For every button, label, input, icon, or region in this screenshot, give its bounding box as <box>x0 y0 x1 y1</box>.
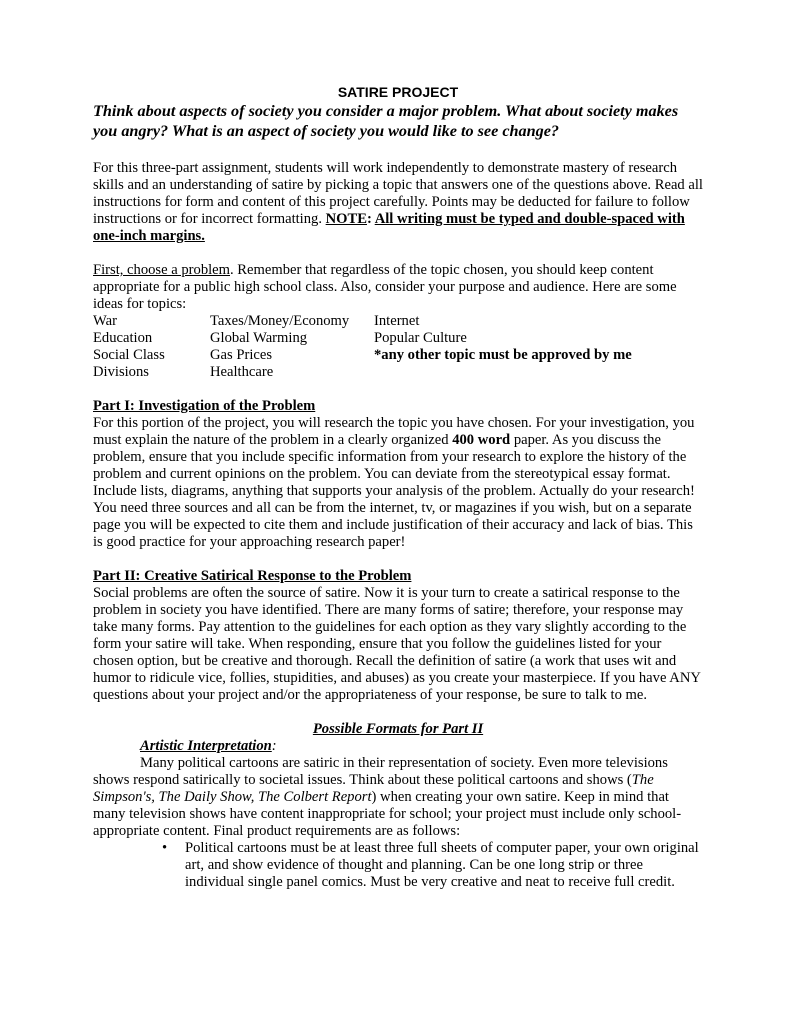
artistic-text-b: ) when creating your own satire. Keep in mind that many television shows have content inappropriate for school; your project must include only school-appropriate content. Final product requirements are as follows: <box>93 789 682 839</box>
document-subtitle: Think about aspects of society you consider a major problem. What about society makes you angry? What is an aspect of society you would like to see change? <box>93 102 679 140</box>
list-item-text: Political cartoons must be at least three full sheets of computer paper, your own original art, and show evidence of thought and planning. Can be one long strip or three individual single panel comics. Must be very creative and neat to receive full credit. <box>185 840 699 890</box>
artistic-text-a: Many political cartoons are satiric in their representation of society. Even more televisions shows respond satirically to societal issues. Think about these political cartoons and shows ( <box>93 755 668 788</box>
topic-item: Education <box>93 330 153 346</box>
choose-problem-text: . Remember that regardless of the topic chosen, you should keep content appropriate for a public high school class. Also, consider your purpose and audience. Here are some ideas for topics: <box>93 262 677 312</box>
intro-text: For this three-part assignment, students will work independently to demonstrate mastery of research skills and an understanding of satire by picking a topic that answers one of the questions above. Read all instructions for form and content of this project carefully. Points may be deducted for failure to follow instructions or for incorrect formatting. <box>93 160 703 227</box>
topic-item: Popular Culture <box>374 330 467 346</box>
formats-heading: Possible Formats for Part II <box>312 721 484 737</box>
artistic-heading: Artistic Interpretation <box>140 738 272 754</box>
topic-column-2 <box>210 313 374 381</box>
part2-paragraph: Social problems are often the source of satire. Now it is your turn to create a satirical response to the problem in society you have identified. There are many forms of satire; therefore, your response may take many forms. Pay attention to the guidelines for each option as they vary slightly according to the form your satire will take. When responding, ensure that you follow the guidelines listed for your chosen option, but be creative and thorough. Recall the definition of satire (a work that uses wit and humor to ridicule vice, follies, stupidities, and abuses) as you create your masterpiece. If you have ANY questions about your project and/or the appropriateness of your response, be sure to talk to me. <box>93 585 701 703</box>
choose-problem-heading: First, choose a problem <box>93 262 230 278</box>
topic-item: Global Warming <box>210 330 308 346</box>
note-separator: : <box>366 211 375 227</box>
part1-paragraph <box>93 415 703 551</box>
choose-problem-paragraph <box>93 262 703 313</box>
topic-item: Social Class <box>93 347 165 363</box>
note-text: All writing must be typed and double-spaced with one-inch margins. <box>93 211 685 244</box>
bullet-icon: • <box>162 840 168 856</box>
artistic-heading-line <box>140 738 703 755</box>
part2-heading: Part II: Creative Satirical Response to the Problem <box>93 568 412 584</box>
topic-item: War <box>93 313 117 329</box>
topic-item: Divisions <box>93 364 149 380</box>
topic-item: Healthcare <box>210 364 274 380</box>
document-page <box>93 83 703 891</box>
artistic-requirements-list <box>93 840 703 891</box>
part1-text-a: For this portion of the project, you will research the topic you have chosen. For your investigation, you must explain the nature of the problem in a clearly organized <box>93 415 695 448</box>
topic-list <box>93 313 703 381</box>
artistic-paragraph <box>93 755 703 840</box>
topic-item: Gas Prices <box>210 347 273 363</box>
artistic-shows: The Simpson's, The Daily Show, The Colbert Report <box>93 772 654 805</box>
list-item <box>162 840 703 891</box>
topic-approval-note: *any other topic must be approved by me <box>374 347 632 363</box>
topic-item: Internet <box>374 313 420 329</box>
note-label: NOTE <box>325 211 367 227</box>
topic-column-3 <box>374 313 703 381</box>
artistic-heading-colon: : <box>271 738 277 754</box>
document-title: SATIRE PROJECT <box>337 84 459 100</box>
topic-column-1 <box>93 313 210 381</box>
part1-text-b: paper. As you discuss the problem, ensure that you include specific information from your research to explore the history of the problem and current opinions on the problem. You can deviate from the stereotypical essay format. Include lists, diagrams, anything that supports your analysis of the problem. Actually do your research! You need three sources and all can be from the internet, tv, or magazines if you wish, but on a separate page you will be expected to cite them and include justification of their accuracy and lack of bias. This is good practice for your approaching research paper! <box>93 432 695 550</box>
part1-word-count: 400 word <box>452 432 511 448</box>
intro-paragraph <box>93 160 703 245</box>
topic-item: Taxes/Money/Economy <box>210 313 350 329</box>
part1-heading: Part I: Investigation of the Problem <box>93 398 316 414</box>
